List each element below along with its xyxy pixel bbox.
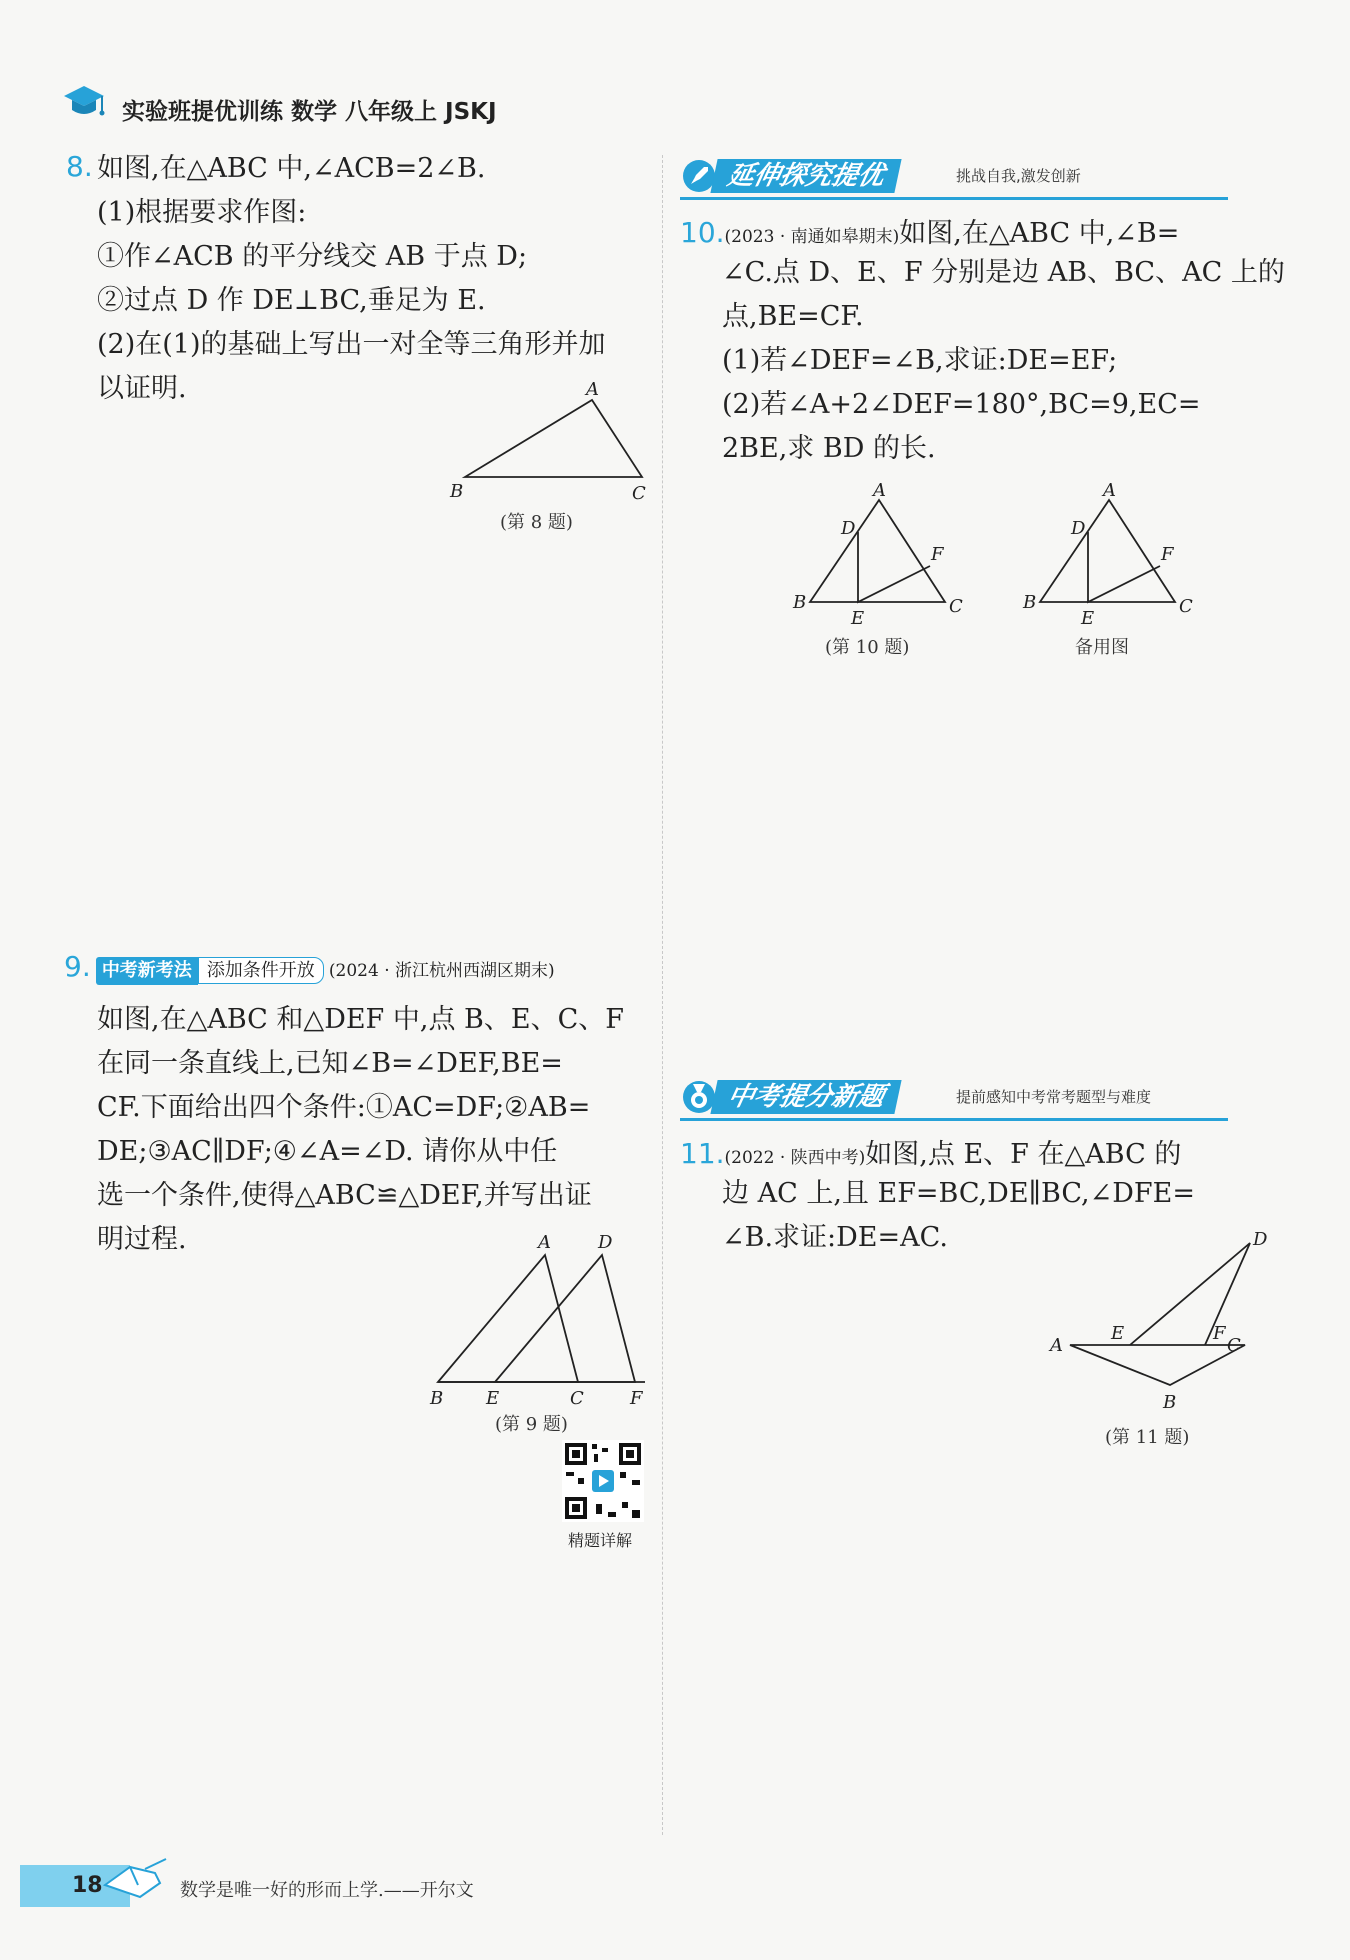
q10-line: (1)若∠DEF=∠B,求证:DE=EF; — [722, 345, 1118, 376]
label-a: A — [538, 1232, 551, 1253]
section-banner-exam — [680, 1078, 1230, 1118]
graduation-cap-icon — [62, 82, 106, 122]
page-number: 18 — [20, 1865, 130, 1907]
label-c: C — [949, 596, 963, 617]
footer-quote: 数学是唯一好的形而上学.——开尔文 — [180, 1880, 474, 1901]
q9-line: 明过程. — [97, 1224, 187, 1255]
triangle-abc — [465, 400, 642, 477]
q9-line: CF.下面给出四个条件:①AC=DF;②AB= — [97, 1092, 591, 1123]
q10-line: (2)若∠A+2∠DEF=180°,BC=9,EC= — [722, 389, 1201, 420]
figure-q11 — [1045, 1225, 1275, 1425]
label-b: B — [793, 592, 807, 613]
label-e: E — [851, 608, 865, 629]
label-e: E — [1111, 1323, 1125, 1344]
q9-line: 如图,在△ABC 和△DEF 中,点 B、E、C、F — [97, 1004, 624, 1035]
question-10-header — [680, 212, 1179, 256]
q8-line: 以证明. — [97, 373, 187, 404]
triangle-abc — [1070, 1345, 1245, 1385]
label-b: B — [450, 481, 464, 502]
question-9-header — [64, 950, 555, 985]
qr-label: 精题详解 — [568, 1531, 633, 1550]
question-10-text — [722, 251, 1285, 471]
label-f: F — [630, 1388, 643, 1409]
question-number: 9. — [64, 950, 91, 983]
q10-line: ∠C.点 D、E、F 分别是边 AB、BC、AC 上的 — [722, 257, 1285, 288]
section-banner-extend — [680, 157, 1230, 197]
figure-q9 — [420, 1230, 660, 1410]
label-b: B — [1163, 1392, 1177, 1413]
q11-line: ∠B.求证:DE=AC. — [722, 1222, 948, 1253]
figure-caption: (第 8 题) — [500, 512, 573, 533]
question-number: 11. — [680, 1137, 725, 1170]
q8-line: (2)在(1)的基础上写出一对全等三角形并加 — [97, 329, 606, 360]
label-f: F — [1161, 544, 1174, 565]
q11-line: 如图,点 E、F 在△ABC 的 — [865, 1139, 1182, 1170]
label-a: A — [1050, 1335, 1063, 1356]
question-number: 10. — [680, 216, 725, 249]
q8-line: ②过点 D 作 DE⊥BC,垂足为 E. — [97, 285, 486, 316]
qr-code-icon[interactable] — [562, 1440, 644, 1522]
figure-caption: (第 9 题) — [495, 1414, 568, 1435]
q9-line: 选一个条件,使得△ABC≌△DEF,并写出证 — [97, 1180, 592, 1211]
label-c: C — [632, 483, 646, 504]
q11-line: 边 AC 上,且 EF=BC,DE∥BC,∠DFE= — [722, 1178, 1195, 1209]
figure-q10-spare — [1015, 480, 1200, 630]
figure-caption-spare: 备用图 — [1075, 637, 1129, 658]
question-source: (2023 · 南通如皋期末) — [724, 227, 900, 247]
label-c: C — [570, 1388, 584, 1409]
q10-line: 点,BE=CF. — [722, 301, 864, 332]
section-rule — [680, 197, 1228, 200]
question-9-text — [97, 998, 624, 1262]
book-title: 实验班提优训练 数学 八年级上 JSKJ — [122, 99, 497, 125]
label-c: C — [1227, 1335, 1241, 1356]
question-11-header — [680, 1133, 1181, 1177]
q10-line: 2BE,求 BD 的长. — [722, 433, 936, 464]
label-a: A — [1103, 480, 1116, 501]
figure-caption: (第 10 题) — [825, 637, 910, 658]
label-e: E — [1081, 608, 1095, 629]
figure-q10 — [785, 480, 970, 630]
q8-line: (1)根据要求作图: — [97, 197, 307, 228]
q10-line: 如图,在△ABC 中,∠B= — [899, 218, 1180, 249]
question-8 — [66, 150, 93, 183]
triangle-def — [1130, 1243, 1250, 1345]
label-b: B — [1023, 592, 1037, 613]
section-subtitle: 挑战自我,激发创新 — [956, 167, 1081, 185]
section-rule — [680, 1118, 1228, 1121]
tag-open-condition: 添加条件开放 — [198, 957, 324, 984]
label-d: D — [598, 1232, 613, 1253]
q8-line: ①作∠ACB 的平分线交 AB 于点 D; — [97, 241, 528, 272]
figure-caption: (第 11 题) — [1105, 1427, 1190, 1448]
tag-new-method: 中考新考法 — [96, 957, 198, 985]
label-e: E — [486, 1388, 500, 1409]
label-c: C — [1179, 596, 1193, 617]
label-f: F — [1213, 1323, 1226, 1344]
q8-line: 如图,在△ABC 中,∠ACB=2∠B. — [97, 153, 486, 184]
triangle-def — [495, 1255, 635, 1382]
label-a: A — [873, 480, 886, 501]
q9-line: 在同一条直线上,已知∠B=∠DEF,BE= — [97, 1048, 563, 1079]
section-subtitle: 提前感知中考常考题型与难度 — [956, 1088, 1152, 1106]
label-d: D — [841, 518, 856, 539]
question-source: (2024 · 浙江杭州西湖区期末) — [328, 961, 555, 981]
label-b: B — [430, 1388, 444, 1409]
figure-q8 — [440, 375, 660, 505]
label-a: A — [586, 379, 599, 400]
section-title: 延伸探究提优 — [710, 159, 901, 193]
question-source: (2022 · 陕西中考) — [724, 1148, 866, 1168]
triangle-abc — [438, 1255, 578, 1382]
label-f: F — [931, 544, 944, 565]
question-number: 8. — [66, 150, 93, 183]
label-d: D — [1071, 518, 1086, 539]
section-title: 中考提分新题 — [710, 1080, 901, 1114]
q9-line: DE;③AC∥DF;④∠A=∠D. 请你从中任 — [97, 1136, 558, 1167]
pencil-hand-icon — [100, 1855, 170, 1905]
question-8-text — [97, 147, 606, 411]
label-d: D — [1253, 1229, 1268, 1250]
column-divider — [662, 155, 663, 1835]
